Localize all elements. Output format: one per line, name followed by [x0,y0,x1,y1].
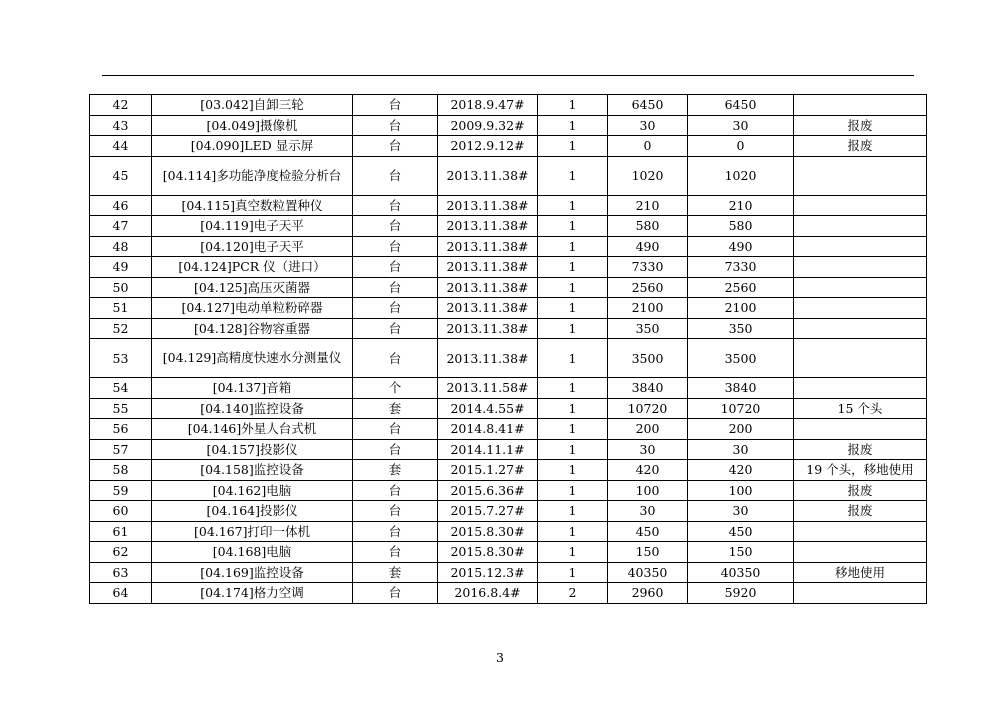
amount-cell: 40350 [688,562,794,583]
amount-cell: 5920 [688,583,794,604]
unit-price-cell: 40350 [608,562,688,583]
quantity-cell: 1 [538,236,608,257]
acquired-date-cell: 2013.11.38# [438,257,538,278]
remark-cell [794,521,927,542]
table-row [90,318,927,339]
quantity-cell: 1 [538,419,608,440]
quantity-cell: 1 [538,521,608,542]
row-number-cell: 59 [90,480,152,501]
acquired-date-cell: 2009.9.32# [438,115,538,136]
unit-price-cell: 0 [608,136,688,157]
quantity-cell: 1 [538,398,608,419]
acquired-date-cell: 2013.11.38# [438,195,538,216]
table-row [90,277,927,298]
row-number-cell: 58 [90,460,152,481]
unit-cell: 台 [353,277,438,298]
remark-cell: 报废 [794,439,927,460]
acquired-date-cell: 2013.11.38# [438,298,538,319]
table-row [90,480,927,501]
remark-cell: 报废 [794,136,927,157]
amount-cell: 490 [688,236,794,257]
table-row [90,562,927,583]
row-number-cell: 45 [90,156,152,195]
amount-cell: 6450 [688,95,794,116]
row-number-cell: 57 [90,439,152,460]
acquired-date-cell: 2015.7.27# [438,501,538,522]
unit-cell: 台 [353,419,438,440]
amount-cell: 3840 [688,378,794,399]
amount-cell: 580 [688,216,794,237]
amount-cell: 30 [688,501,794,522]
amount-cell: 100 [688,480,794,501]
unit-price-cell: 450 [608,521,688,542]
table-row [90,216,927,237]
row-number-cell: 47 [90,216,152,237]
table-row [90,398,927,419]
table-row [90,236,927,257]
quantity-cell: 1 [538,257,608,278]
unit-cell: 台 [353,318,438,339]
remark-cell: 报废 [794,480,927,501]
unit-cell: 个 [353,378,438,399]
row-number-cell: 52 [90,318,152,339]
unit-cell: 台 [353,257,438,278]
unit-cell: 台 [353,236,438,257]
amount-cell: 2560 [688,277,794,298]
amount-cell: 200 [688,419,794,440]
amount-cell: 0 [688,136,794,157]
remark-cell [794,216,927,237]
acquired-date-cell: 2015.8.30# [438,542,538,563]
unit-cell: 台 [353,439,438,460]
table-row [90,95,927,116]
unit-price-cell: 6450 [608,95,688,116]
unit-price-cell: 30 [608,115,688,136]
row-number-cell: 53 [90,339,152,378]
unit-price-cell: 580 [608,216,688,237]
row-number-cell: 56 [90,419,152,440]
quantity-cell: 1 [538,298,608,319]
asset-name-cell: [04.169]监控设备 [152,562,353,583]
unit-price-cell: 490 [608,236,688,257]
unit-cell: 台 [353,583,438,604]
unit-price-cell: 100 [608,480,688,501]
acquired-date-cell: 2013.11.58# [438,378,538,399]
unit-cell: 台 [353,542,438,563]
quantity-cell: 1 [538,195,608,216]
quantity-cell: 2 [538,583,608,604]
unit-price-cell: 1020 [608,156,688,195]
remark-cell [794,378,927,399]
table-row [90,460,927,481]
acquired-date-cell: 2014.8.41# [438,419,538,440]
amount-cell: 210 [688,195,794,216]
table-row [90,521,927,542]
quantity-cell: 1 [538,501,608,522]
row-number-cell: 42 [90,95,152,116]
amount-cell: 450 [688,521,794,542]
unit-price-cell: 3840 [608,378,688,399]
remark-cell [794,542,927,563]
quantity-cell: 1 [538,542,608,563]
quantity-cell: 1 [538,460,608,481]
amount-cell: 3500 [688,339,794,378]
amount-cell: 2100 [688,298,794,319]
acquired-date-cell: 2013.11.38# [438,216,538,237]
table-row [90,501,927,522]
remark-cell [794,298,927,319]
unit-price-cell: 10720 [608,398,688,419]
unit-cell: 台 [353,480,438,501]
unit-cell: 套 [353,398,438,419]
unit-cell: 台 [353,298,438,319]
unit-price-cell: 150 [608,542,688,563]
remark-cell: 移地使用 [794,562,927,583]
remark-cell [794,583,927,604]
quantity-cell: 1 [538,562,608,583]
unit-price-cell: 420 [608,460,688,481]
row-number-cell: 48 [90,236,152,257]
remark-cell [794,195,927,216]
quantity-cell: 1 [538,339,608,378]
asset-name-cell: [04.124]PCR 仪（进口） [152,257,353,278]
table-row [90,257,927,278]
table-row [90,195,927,216]
amount-cell: 420 [688,460,794,481]
quantity-cell: 1 [538,156,608,195]
asset-name-cell: [04.168]电脑 [152,542,353,563]
asset-name-cell: [04.125]高压灭菌器 [152,277,353,298]
unit-price-cell: 200 [608,419,688,440]
acquired-date-cell: 2013.11.38# [438,318,538,339]
acquired-date-cell: 2013.11.38# [438,339,538,378]
amount-cell: 350 [688,318,794,339]
asset-name-cell: [04.146]外星人台式机 [152,419,353,440]
quantity-cell: 1 [538,318,608,339]
asset-name-cell: [04.140]监控设备 [152,398,353,419]
unit-price-cell: 7330 [608,257,688,278]
remark-cell [794,277,927,298]
table-row [90,378,927,399]
amount-cell: 30 [688,439,794,460]
remark-cell [794,257,927,278]
unit-price-cell: 2560 [608,277,688,298]
unit-price-cell: 30 [608,439,688,460]
unit-cell: 台 [353,195,438,216]
row-number-cell: 55 [90,398,152,419]
asset-name-cell: [03.042]自卸三轮 [152,95,353,116]
remark-cell [794,419,927,440]
quantity-cell: 1 [538,136,608,157]
asset-name-cell: [04.164]投影仪 [152,501,353,522]
quantity-cell: 1 [538,216,608,237]
asset-name-cell: [04.127]电动单粒粉碎器 [152,298,353,319]
remark-cell: 19 个头，移地使用 [794,460,927,481]
quantity-cell: 1 [538,480,608,501]
asset-name-cell: [04.162]电脑 [152,480,353,501]
unit-cell: 台 [353,339,438,378]
row-number-cell: 44 [90,136,152,157]
asset-table-body [90,95,927,604]
table-row [90,156,927,195]
unit-cell: 台 [353,501,438,522]
amount-cell: 10720 [688,398,794,419]
quantity-cell: 1 [538,439,608,460]
quantity-cell: 1 [538,277,608,298]
acquired-date-cell: 2014.4.55# [438,398,538,419]
asset-name-cell: [04.129]高精度快速水分测量仪 [152,339,353,378]
row-number-cell: 54 [90,378,152,399]
quantity-cell: 1 [538,378,608,399]
row-number-cell: 49 [90,257,152,278]
unit-price-cell: 2100 [608,298,688,319]
unit-cell: 台 [353,521,438,542]
asset-name-cell: [04.158]监控设备 [152,460,353,481]
asset-name-cell: [04.120]电子天平 [152,236,353,257]
remark-cell [794,339,927,378]
row-number-cell: 63 [90,562,152,583]
table-row [90,136,927,157]
amount-cell: 30 [688,115,794,136]
unit-price-cell: 3500 [608,339,688,378]
table-row [90,542,927,563]
unit-price-cell: 2960 [608,583,688,604]
asset-name-cell: [04.167]打印一体机 [152,521,353,542]
table-row [90,583,927,604]
remark-cell: 15 个头 [794,398,927,419]
row-number-cell: 50 [90,277,152,298]
unit-cell: 台 [353,136,438,157]
acquired-date-cell: 2015.6.36# [438,480,538,501]
acquired-date-cell: 2012.9.12# [438,136,538,157]
acquired-date-cell: 2013.11.38# [438,236,538,257]
asset-name-cell: [04.157]投影仪 [152,439,353,460]
acquired-date-cell: 2013.11.38# [438,277,538,298]
row-number-cell: 46 [90,195,152,216]
row-number-cell: 64 [90,583,152,604]
acquired-date-cell: 2015.1.27# [438,460,538,481]
remark-cell [794,236,927,257]
unit-cell: 套 [353,562,438,583]
acquired-date-cell: 2015.12.3# [438,562,538,583]
unit-price-cell: 210 [608,195,688,216]
asset-name-cell: [04.137]音箱 [152,378,353,399]
asset-name-cell: [04.114]多功能净度检验分析台 [152,156,353,195]
table-row [90,419,927,440]
row-number-cell: 62 [90,542,152,563]
quantity-cell: 1 [538,95,608,116]
amount-cell: 7330 [688,257,794,278]
unit-cell: 台 [353,115,438,136]
row-number-cell: 60 [90,501,152,522]
acquired-date-cell: 2018.9.47# [438,95,538,116]
asset-name-cell: [04.128]谷物容重器 [152,318,353,339]
page-number: 3 [496,650,504,665]
row-number-cell: 51 [90,298,152,319]
amount-cell: 150 [688,542,794,563]
asset-name-cell: [04.090]LED 显示屏 [152,136,353,157]
unit-cell: 台 [353,95,438,116]
unit-cell: 台 [353,216,438,237]
table-row [90,298,927,319]
remark-cell [794,95,927,116]
asset-name-cell: [04.115]真空数粒置种仪 [152,195,353,216]
acquired-date-cell: 2015.8.30# [438,521,538,542]
amount-cell: 1020 [688,156,794,195]
row-number-cell: 43 [90,115,152,136]
acquired-date-cell: 2013.11.38# [438,156,538,195]
acquired-date-cell: 2016.8.4# [438,583,538,604]
header-rule [102,75,914,76]
table-row [90,115,927,136]
asset-name-cell: [04.119]电子天平 [152,216,353,237]
remark-cell: 报废 [794,115,927,136]
remark-cell: 报废 [794,501,927,522]
acquired-date-cell: 2014.11.1# [438,439,538,460]
asset-table [89,94,927,604]
table-row [90,439,927,460]
asset-name-cell: [04.174]格力空调 [152,583,353,604]
row-number-cell: 61 [90,521,152,542]
unit-price-cell: 350 [608,318,688,339]
remark-cell [794,156,927,195]
quantity-cell: 1 [538,115,608,136]
unit-cell: 台 [353,156,438,195]
unit-price-cell: 30 [608,501,688,522]
unit-cell: 套 [353,460,438,481]
table-row [90,339,927,378]
asset-name-cell: [04.049]摄像机 [152,115,353,136]
remark-cell [794,318,927,339]
